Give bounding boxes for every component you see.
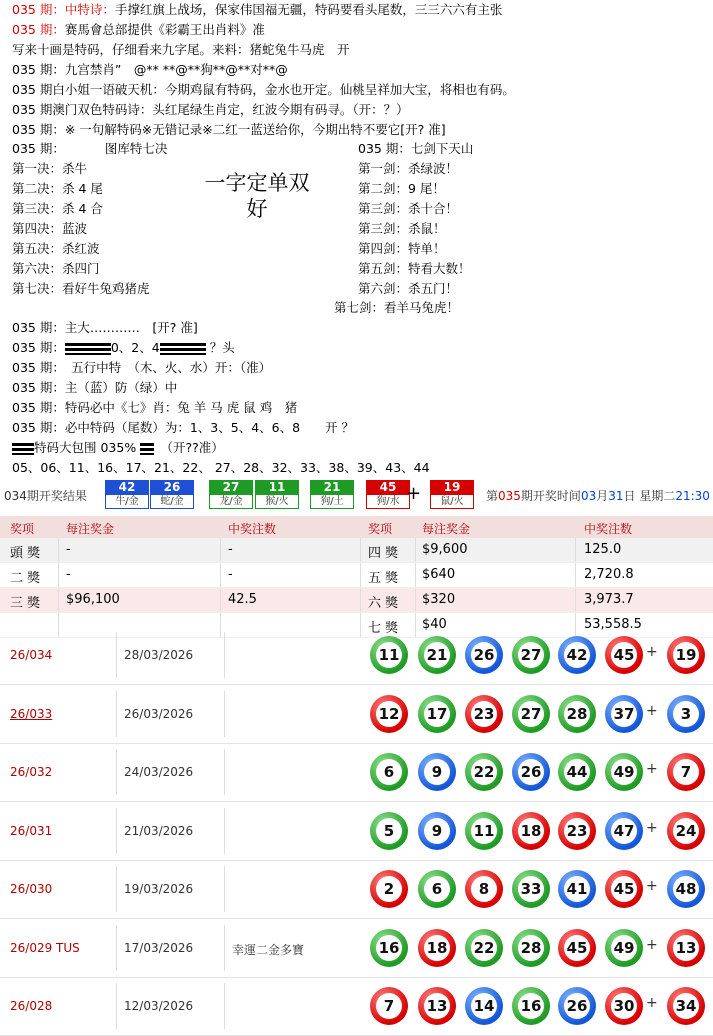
ball-number: 27 (518, 642, 544, 668)
ball-number: 16 (376, 935, 402, 961)
ball-number: 23 (471, 701, 497, 727)
line-number-list: 05、06、11、16、17、21、22、 27、28、32、33、38、39、43、44 (12, 460, 430, 475)
line-tail-digits: 035 期：必中特码（尾数）为：1、3、5、4、6、8 开 ？ (12, 420, 355, 435)
line-poem (12, 1, 502, 19)
number-ball (418, 987, 456, 1025)
ball-number: 14 (471, 993, 497, 1019)
number-ball (465, 636, 503, 674)
prize-cell: 七 獎 (368, 621, 399, 636)
number-ball (605, 870, 643, 908)
draw-text: 期开奖时间 (520, 489, 581, 503)
number-ball (465, 812, 503, 850)
head-suffix: ？头 (209, 340, 235, 355)
history-row (0, 743, 713, 802)
plus-sign: + (646, 702, 658, 719)
history-row (0, 919, 713, 978)
column-divider (58, 563, 59, 587)
tile-zodiac: 狗/水 (366, 494, 410, 509)
issue-link: 26/031 (10, 823, 53, 838)
ball-number: 13 (424, 993, 450, 1019)
plus-sign: + (646, 761, 658, 777)
prize-cell: 四 獎 (368, 546, 399, 561)
number-ball (558, 929, 596, 967)
draw-month: 03 (580, 489, 597, 503)
number-ball (370, 636, 408, 674)
column-divider (220, 538, 221, 562)
number-ball (418, 695, 456, 733)
prize-table-header (0, 516, 713, 538)
prize-cell: 三 獎 (10, 596, 41, 611)
poem-text: 手撑红旗上战场，保家伟国福无疆，特码要看头尾数，三三六六有主张 (114, 2, 503, 17)
ball-number: 18 (518, 818, 544, 844)
line-wave: 035 期：主（蓝）防（绿）中 (12, 380, 178, 395)
period-label: 035 期： (12, 141, 65, 156)
issue-link: 26/029 TUS (10, 940, 80, 955)
left-item: 第三决：杀 4 合 (12, 201, 103, 216)
right-item: 第四剑：特单！ (358, 241, 446, 256)
column-divider (58, 588, 59, 612)
issue-link: 26/034 (10, 648, 53, 662)
column-divider (224, 808, 225, 854)
period-label: 035 期： (12, 62, 65, 77)
ball-number: 6 (376, 759, 402, 785)
prize-cell: - (228, 542, 233, 557)
prize-cell: 42.5 (228, 592, 257, 607)
macau-poem-text: 035 期澳门双色特码诗：头红尾绿生肖定，红波今期有码寻。（开：？） (12, 102, 409, 117)
prize-cell: 3,973.7 (584, 592, 634, 607)
bars-decoration (65, 343, 111, 355)
column-divider (415, 538, 416, 562)
tile-number: 45 (366, 480, 410, 494)
number-ball (418, 929, 456, 967)
column-divider (575, 563, 576, 587)
issue-link[interactable]: 26/033 (10, 706, 53, 721)
poem-tag: 中特诗： (64, 2, 115, 17)
plus-sign: + (646, 995, 658, 1011)
number-ball (605, 695, 643, 733)
ball-number: 16 (518, 993, 544, 1019)
number-ball (512, 929, 550, 967)
prize-cell: - (66, 567, 71, 582)
white-lady-text: 035 期白小姐一语破天机：今期鸡鼠有特码，金水也开定。仙桃呈祥加大宝，将相也有码。 (12, 82, 515, 97)
ball-number: 28 (564, 701, 590, 727)
prize-row (0, 538, 713, 563)
surround-text: 特码大包围 035% (34, 440, 137, 455)
strokes-text: 写来十画是特码，仔细看来九字尾。来料：猪蛇兔牛马虎 开 (12, 42, 350, 57)
number-ball (558, 987, 596, 1025)
right-item: 第三剑：杀十合！ (358, 201, 459, 216)
number-ball (465, 929, 503, 967)
special-ball (667, 753, 705, 791)
ball-number: 19 (673, 642, 699, 668)
number-ball (370, 929, 408, 967)
tile-zodiac: 牛/金 (105, 494, 149, 509)
left-item: 第一决：杀牛 (12, 161, 88, 176)
prize-cell: - (228, 567, 233, 582)
line-one-sentence (12, 121, 446, 139)
number-ball (558, 870, 596, 908)
ball-number: 17 (424, 701, 450, 727)
prize-cell: $96,100 (66, 592, 120, 607)
issue-link: 26/028 (10, 999, 53, 1013)
left-head (12, 139, 167, 159)
column-divider (415, 588, 416, 612)
ball-number: 27 (518, 701, 544, 727)
right-item: 第三剑：杀鼠！ (358, 221, 446, 236)
number-ball (512, 695, 550, 733)
draw-issue: 035 (498, 489, 521, 503)
column-divider (575, 588, 576, 612)
tile-zodiac: 鼠/火 (430, 494, 474, 509)
tile-number: 11 (255, 480, 299, 494)
ball-number: 45 (611, 642, 637, 668)
bars-decoration (140, 443, 154, 455)
prize-table (0, 516, 713, 638)
tile-zodiac: 猴/火 (255, 494, 299, 509)
number-ball (512, 636, 550, 674)
next-draw-time (486, 487, 710, 504)
special-ball (667, 987, 705, 1025)
history-row (0, 802, 713, 861)
number-ball (558, 695, 596, 733)
ball-number: 22 (471, 935, 497, 961)
ball-number: 2 (376, 876, 402, 902)
column-divider (360, 563, 361, 587)
ball-number: 12 (376, 701, 402, 727)
hq-text: 赛馬會总部提供《彩霸王出肖料》准 (64, 22, 265, 37)
number-ball (465, 695, 503, 733)
draw-date: 17/03/2026 (124, 940, 194, 955)
right-title: 七剑下天山 (410, 141, 474, 156)
plus-sign: + (646, 644, 658, 660)
prize-cell: $320 (422, 592, 456, 607)
column-divider (224, 691, 225, 737)
period-label: 035 期： (358, 141, 411, 156)
line-head (12, 339, 235, 357)
right-item: 第七剑：看羊马兔虎！ (334, 300, 460, 315)
period-label: 035 期： (12, 22, 65, 37)
header-cell: 奖项 (368, 522, 393, 536)
one-sentence-text: 035 期：※ 一句解特码※无错记录※二红一蓝送给你，今期出特不要它[开? 准] (12, 122, 446, 137)
number-ball (558, 753, 596, 791)
ball-number: 28 (518, 935, 544, 961)
prediction-text-area (0, 0, 713, 480)
draw-day: 31 (608, 489, 624, 503)
number-ball (370, 753, 408, 791)
history-row (0, 860, 713, 919)
number-ball (418, 636, 456, 674)
right-item: 第二剑：9 尾！ (358, 181, 445, 196)
issue-link: 26/032 (10, 765, 53, 779)
line-main-big: 035 期：主大………… [开? 准] (12, 320, 198, 335)
ball-number: 49 (611, 759, 637, 785)
draw-note: 幸運二金多寶 (232, 942, 305, 957)
ball-number: 26 (564, 993, 590, 1019)
column-divider (116, 749, 117, 795)
number-ball (512, 870, 550, 908)
center-headline (192, 170, 322, 222)
right-block (358, 139, 473, 299)
draw-text: 日 星期二 (623, 489, 676, 503)
result-tile (430, 480, 474, 508)
prize-cell: 2,720.8 (584, 567, 634, 582)
prize-row (0, 563, 713, 588)
number-ball (370, 695, 408, 733)
line-surround (12, 439, 224, 457)
column-divider (224, 749, 225, 795)
left-item: 第二决：杀 4 尾 (12, 181, 103, 196)
prize-cell: 53,558.5 (584, 617, 642, 632)
number-ball (418, 812, 456, 850)
headline-line: 一字定单双 (204, 171, 310, 195)
ball-number: 44 (564, 759, 590, 785)
right-item: 第六剑：杀五门！ (358, 281, 459, 296)
column-divider (116, 808, 117, 854)
prize-cell: 六 獎 (368, 596, 399, 611)
ball-number: 23 (564, 818, 590, 844)
tile-number: 27 (209, 480, 253, 494)
plus-sign: + (646, 878, 658, 894)
number-ball (512, 753, 550, 791)
history-row (0, 977, 713, 1036)
right-item: 第一剑：杀绿波！ (358, 161, 459, 176)
column-divider (575, 538, 576, 562)
column-divider (360, 588, 361, 612)
ball-number: 3 (673, 701, 699, 727)
column-divider (116, 983, 117, 1029)
result-tile (150, 480, 194, 508)
left-item: 第七决：看好牛兔鸡猪虎 (12, 281, 150, 296)
result-tile (310, 480, 354, 508)
result-tile (255, 480, 299, 508)
special-ball (667, 812, 705, 850)
column-divider (58, 538, 59, 562)
draw-date: 26/03/2026 (124, 706, 194, 721)
prize-rows (0, 538, 713, 638)
result-tile (105, 480, 149, 508)
tile-number: 26 (150, 480, 194, 494)
special-ball (667, 636, 705, 674)
headline-line: 好 (246, 197, 268, 221)
ball-number: 18 (424, 935, 450, 961)
draw-date: 12/03/2026 (124, 999, 194, 1013)
result-tile (366, 480, 410, 508)
tile-zodiac: 蛇/金 (150, 494, 194, 509)
header-cell: 中奖注数 (584, 522, 633, 536)
number-ball (465, 987, 503, 1025)
line-strokes (12, 41, 350, 59)
result-label: 034期开奖结果 (4, 489, 87, 503)
ball-number: 30 (611, 993, 637, 1019)
ball-number: 7 (376, 993, 402, 1019)
nine-palace-text: 九宫禁肖” @** **@**狗**@**对**@ (64, 62, 288, 77)
draw-date: 21/03/2026 (124, 823, 194, 838)
tile-zodiac: 龙/金 (209, 494, 253, 509)
head-digits: 0、2、4 (110, 340, 160, 355)
bars-decoration (12, 443, 34, 455)
column-divider (220, 563, 221, 587)
number-ball (512, 987, 550, 1025)
number-ball (418, 870, 456, 908)
right-item: 第五剑：特看大数！ (358, 261, 471, 276)
line-macau-poem (12, 101, 409, 119)
ball-number: 41 (564, 876, 590, 902)
plus-sign: + (646, 936, 658, 953)
number-ball (418, 753, 456, 791)
draw-date: 24/03/2026 (124, 765, 194, 779)
prize-row (0, 588, 713, 613)
ball-number: 34 (673, 993, 699, 1019)
header-cell: 每注奖金 (422, 522, 471, 536)
right-head (358, 139, 473, 159)
history-row (0, 626, 713, 685)
draw-date: 28/03/2026 (124, 648, 194, 662)
line-seven-zodiac: 035 期：特码必中《七》肖：兔 羊 马 虎 鼠 鸡 猪 (12, 400, 298, 415)
number-ball (605, 812, 643, 850)
draw-text: 月 (596, 489, 609, 503)
number-ball (558, 636, 596, 674)
ball-number: 11 (471, 818, 497, 844)
left-item: 第五决：杀红波 (12, 241, 100, 256)
ball-number: 22 (471, 759, 497, 785)
number-ball (605, 753, 643, 791)
draw-date: 19/03/2026 (124, 882, 194, 896)
ball-number: 13 (673, 935, 699, 961)
draw-text: 第 (486, 489, 499, 503)
ball-number: 24 (673, 818, 699, 844)
number-ball (465, 753, 503, 791)
number-ball (370, 987, 408, 1025)
draw-time: 21:30 (675, 489, 710, 503)
plus-sign: + (646, 819, 658, 836)
ball-number: 8 (471, 876, 497, 902)
column-divider (116, 691, 117, 737)
prize-cell: 二 獎 (10, 571, 41, 586)
header-cell: 每注奖金 (66, 522, 115, 536)
line-nine-palace (12, 61, 288, 79)
number-ball (605, 636, 643, 674)
ball-number: 37 (611, 701, 637, 727)
ball-number: 47 (611, 818, 637, 844)
line-white-lady (12, 81, 515, 99)
special-ball (667, 870, 705, 908)
column-divider (224, 866, 225, 912)
prize-cell: $640 (422, 567, 456, 582)
prize-cell: 五 獎 (368, 571, 399, 586)
ball-number: 26 (471, 642, 497, 668)
ball-number: 26 (518, 759, 544, 785)
left-item: 第六决：杀四门 (12, 261, 100, 276)
column-divider (224, 983, 225, 1029)
column-divider (224, 632, 225, 678)
left-title: 图库特七决 (104, 141, 168, 156)
plus-sign: + (406, 483, 422, 504)
column-divider (415, 563, 416, 587)
line-five-elements: 035 期： 五行中特 （木、火、水）开：（准） (12, 360, 272, 375)
bars-decoration (160, 343, 206, 355)
tile-number: 21 (310, 480, 354, 494)
ball-number: 42 (564, 642, 590, 668)
prize-cell: - (66, 542, 71, 557)
tile-number: 19 (430, 480, 474, 494)
number-ball (370, 870, 408, 908)
column-divider (360, 538, 361, 562)
line-hq (12, 21, 265, 39)
left-item: 第四决：蓝波 (12, 221, 88, 236)
number-ball (605, 929, 643, 967)
number-ball (512, 812, 550, 850)
left-block (12, 139, 167, 299)
number-ball (605, 987, 643, 1025)
history-row (0, 685, 713, 744)
ball-number: 9 (424, 818, 450, 844)
ball-number: 21 (424, 642, 450, 668)
ball-number: 9 (424, 759, 450, 785)
ball-number: 11 (376, 642, 402, 668)
column-divider (116, 632, 117, 678)
column-divider (220, 588, 221, 612)
ball-number: 6 (424, 876, 450, 902)
result-bar (0, 480, 713, 510)
column-divider (224, 925, 225, 971)
ball-number: 48 (673, 876, 699, 902)
special-ball (667, 929, 705, 967)
number-ball (465, 870, 503, 908)
header-cell: 中奖注数 (228, 522, 277, 536)
surround-suffix: （开??准） (166, 440, 224, 455)
prize-cell: 125.0 (584, 542, 622, 557)
ball-number: 45 (611, 876, 637, 902)
ball-number: 5 (376, 818, 402, 844)
prize-cell: $40 (422, 617, 447, 632)
number-ball (558, 812, 596, 850)
ball-number: 49 (611, 935, 637, 961)
result-tile (209, 480, 253, 508)
prize-cell: $9,600 (422, 542, 468, 557)
ball-number: 33 (518, 876, 544, 902)
period-label: 035 期： (12, 340, 65, 355)
column-divider (116, 925, 117, 971)
tile-zodiac: 狗/土 (310, 494, 354, 509)
header-cell: 奖项 (10, 522, 35, 536)
special-ball (667, 695, 705, 733)
number-ball (370, 812, 408, 850)
column-divider (116, 866, 117, 912)
prize-cell: 頭 獎 (10, 546, 41, 561)
tile-number: 42 (105, 480, 149, 494)
period-label: 035 期： (12, 2, 65, 17)
ball-number: 7 (673, 759, 699, 785)
issue-link: 26/030 (10, 882, 53, 896)
ball-number: 45 (564, 935, 590, 961)
